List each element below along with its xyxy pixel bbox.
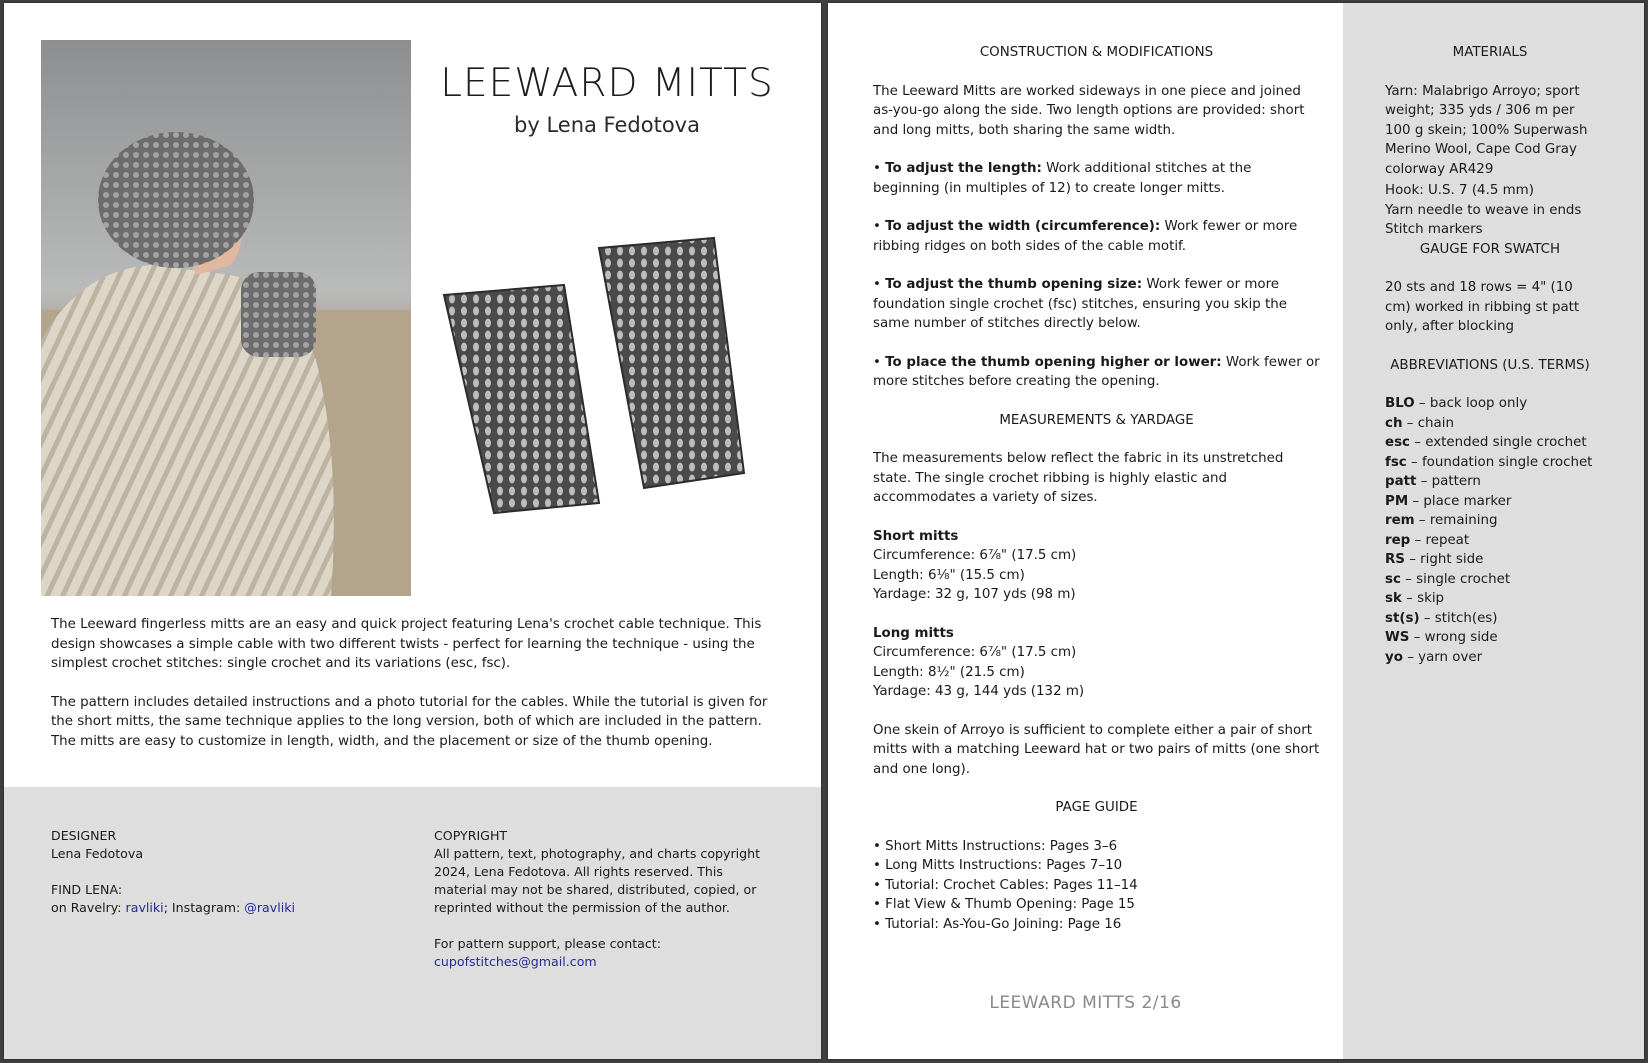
intro-paragraph: The Leeward fingerless mitts are an easy and quick project featuring Lena's crochet cable technique. This design showcases a simple cable with two different twists - perfect for learning the technique - using the simplest crochet stitches: single crochet and its variations (esc, fsc). [51, 617, 762, 671]
support-text: For pattern support, please contact: [434, 936, 661, 951]
materials-heading: MATERIALS [1452, 45, 1528, 60]
abbreviation-item: st(s) – stitch(es) [1385, 610, 1498, 626]
materials-markers: Stitch markers [1385, 222, 1483, 237]
short-circumference: Circumference: 6⅞" (17.5 cm) [873, 548, 1077, 563]
construction-bullet: • To adjust the thumb opening size: Work fewer or more foundation single crochet (fsc) stitches, ensuring you skip the same number of stitches directly below. [873, 277, 1287, 331]
long-circumference: Circumference: 6⅞" (17.5 cm) [873, 645, 1077, 660]
cover-photo [41, 40, 411, 596]
long-mitts-block [873, 624, 1320, 702]
construction-bullet: • To adjust the width (circumference): Work fewer or more ribbing ridges on both sides of the cable motif. [873, 219, 1298, 254]
abbreviation-item: yo – yarn over [1385, 649, 1483, 665]
mitts-photo [434, 233, 764, 533]
main-column [873, 43, 1320, 934]
abbreviation-item: sk – skip [1385, 591, 1445, 606]
materials-yarn: Yarn: Malabrigo Arroyo; sport weight; 335 yds / 306 m per 100 g skein; 100% Superwash Merino Wool, Cape Cod Gray colorway AR429 [1385, 83, 1588, 177]
sidebar-content [1385, 43, 1595, 667]
abbreviation-item: rep – repeat [1385, 532, 1470, 548]
bullet-bold: To place the thumb opening higher or lower: [885, 354, 1222, 370]
bullet-text: Work fewer or more stitches before creating the opening. [873, 354, 1320, 389]
abbreviations-heading: ABBREVIATIONS (U.S. TERMS) [1390, 357, 1590, 373]
abbreviation-item: RS – right side [1385, 552, 1484, 567]
copyright-column [434, 827, 774, 971]
abbreviation-item: PM – place marker [1385, 493, 1512, 509]
measurements-intro: The measurements below reflect the fabric in its unstretched state. The single crochet ribbing is highly elastic and accommodates a variety of sizes. [873, 451, 1284, 505]
long-yardage: Yardage: 43 g, 144 yds (132 m) [873, 684, 1085, 699]
designer-label: DESIGNER [51, 828, 117, 843]
mitts-illustration [434, 233, 764, 533]
yardage-note: One skein of Arroyo is sufficient to complete either a pair of short mitts with a matching Leeward hat or two pairs of mitts (one short and one long). [873, 722, 1320, 777]
short-yardage: Yardage: 32 g, 107 yds (98 m) [873, 587, 1076, 602]
abbreviation-item: WS – wrong side [1385, 630, 1498, 645]
page-guide-list [873, 837, 1320, 935]
bullet-text: Work fewer or more foundation single crochet (fsc) stitches, ensuring you skip the same number of stitches directly below. [873, 277, 1287, 331]
cover-photo-illustration [41, 40, 411, 596]
abbreviation-item: ch – chain [1385, 415, 1454, 431]
page-guide-item: • Short Mitts Instructions: Pages 3–6 [873, 838, 1118, 854]
instagram-prefix: ; Instagram: [163, 900, 245, 915]
page-guide-heading: PAGE GUIDE [1055, 800, 1138, 815]
construction-heading: CONSTRUCTION & MODIFICATIONS [979, 45, 1214, 60]
page-guide-item: • Flat View & Thumb Opening: Page 15 [873, 897, 1135, 912]
gauge-text: 20 sts and 18 rows = 4" (10 cm) worked in ribbing st patt only, after blocking [1385, 280, 1580, 334]
abbreviation-item: rem – remaining [1385, 513, 1498, 528]
measurements-heading: MEASUREMENTS & YARDAGE [999, 412, 1194, 428]
bullet-text: Work additional stitches at the beginning (in multiples of 12) to create longer mitts. [873, 161, 1252, 196]
ravelry-link[interactable]: ravliki [125, 900, 164, 915]
page-2 [828, 3, 1644, 1059]
cover-footer [4, 787, 821, 1059]
materials-hook: Hook: U.S. 7 (4.5 mm) [1385, 183, 1534, 198]
page-guide-item: • Tutorial: Crochet Cables: Pages 11–14 [873, 877, 1138, 893]
construction-intro: The Leeward Mitts are worked sideways in one piece and joined as-you-go along the side. Two length options are provided: short and long mitts, both sharing the same width. [873, 83, 1305, 138]
short-mitts-block [873, 527, 1320, 605]
long-length: Length: 8½" (21.5 cm) [873, 664, 1025, 680]
abbreviation-item: patt – pattern [1385, 474, 1481, 489]
bullet-text: Work fewer or more ribbing ridges on both sides of the cable motif. [873, 219, 1298, 254]
cover-byline: by Lena Fedotova [514, 113, 700, 137]
copyright-label: COPYRIGHT [434, 828, 508, 843]
designer-name: Lena Fedotova [51, 846, 144, 861]
sidebar [1343, 3, 1644, 1059]
bullet-bold: To adjust the width (circumference): [885, 219, 1161, 234]
short-length: Length: 6⅛" (15.5 cm) [873, 567, 1025, 583]
intro-text [51, 615, 776, 770]
abbreviations-list [1385, 394, 1595, 667]
abbreviation-item: esc – extended single crochet [1385, 435, 1587, 450]
page-guide-item: • Tutorial: As-You-Go Joining: Page 16 [873, 916, 1122, 932]
construction-bullet: • To adjust the length: Work additional stitches at the beginning (in multiples of 12) to create longer mitts. [873, 161, 1252, 196]
cover-title: LEEWARD MITTS [440, 61, 774, 106]
bullet-bold: To adjust the thumb opening size: [885, 277, 1143, 292]
short-mitts-title: Short mitts [873, 528, 959, 544]
intro-paragraph: The pattern includes detailed instructions and a photo tutorial for the cables. While the tutorial is given for the short mitts, the same technique applies to the long version, both of which are included in the pattern. The mitts are easy to customize in length, width, and the placement or size of the thumb opening. [51, 694, 768, 749]
abbreviation-item: fsc – foundation single crochet [1385, 454, 1593, 470]
copyright-text: All pattern, text, photography, and charts copyright 2024, Lena Fedotova. All rights reserved. This material may not be shared, distributed, copied, or reprinted without the permission of the author. [434, 846, 761, 915]
long-mitts-title: Long mitts [873, 625, 954, 641]
bullet-bold: To adjust the length: [885, 161, 1042, 176]
construction-bullet: • To place the thumb opening higher or lower: Work fewer or more stitches before creating the opening. [873, 354, 1320, 389]
designer-column [51, 827, 351, 917]
gauge-heading: GAUGE FOR SWATCH [1419, 241, 1561, 257]
find-label: FIND LENA: [51, 882, 123, 897]
abbreviation-item: sc – single crochet [1385, 571, 1511, 587]
instagram-link[interactable]: @ravliki [244, 900, 295, 915]
abbreviation-item: BLO – back loop only [1385, 396, 1528, 411]
materials-needle: Yarn needle to weave in ends [1385, 202, 1582, 218]
page-1 [4, 3, 821, 1059]
page-footer: LEEWARD MITTS 2/16 [989, 993, 1182, 1013]
ravelry-prefix: on Ravelry: [51, 900, 126, 915]
page-guide-item: • Long Mitts Instructions: Pages 7–10 [873, 858, 1123, 873]
support-email-link[interactable]: cupofstitches@gmail.com [434, 954, 597, 969]
social-line [51, 899, 351, 917]
